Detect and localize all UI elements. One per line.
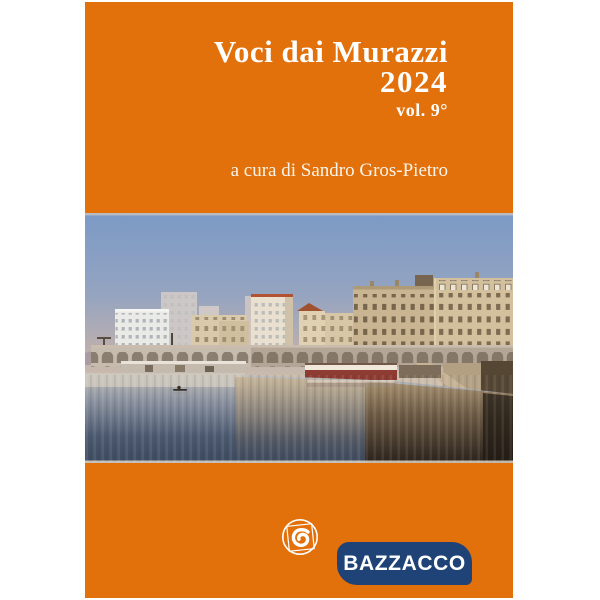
book-volume: vol. 9° [396,100,448,120]
publisher-logo [281,518,319,556]
book-title: Voci dai Murazzi [213,34,448,69]
spiral-in-circle-logo-icon [281,518,319,556]
publisher-badge-label: BAZZACCO [343,551,466,575]
editor-byline: a cura di Sandro Gros-Pietro [230,160,448,181]
publisher-badge [337,542,472,585]
book-year: 2024 [380,64,448,99]
riverfront-scene [85,213,513,463]
cover-photo [85,213,513,463]
river [85,373,513,463]
title-block [213,34,448,121]
